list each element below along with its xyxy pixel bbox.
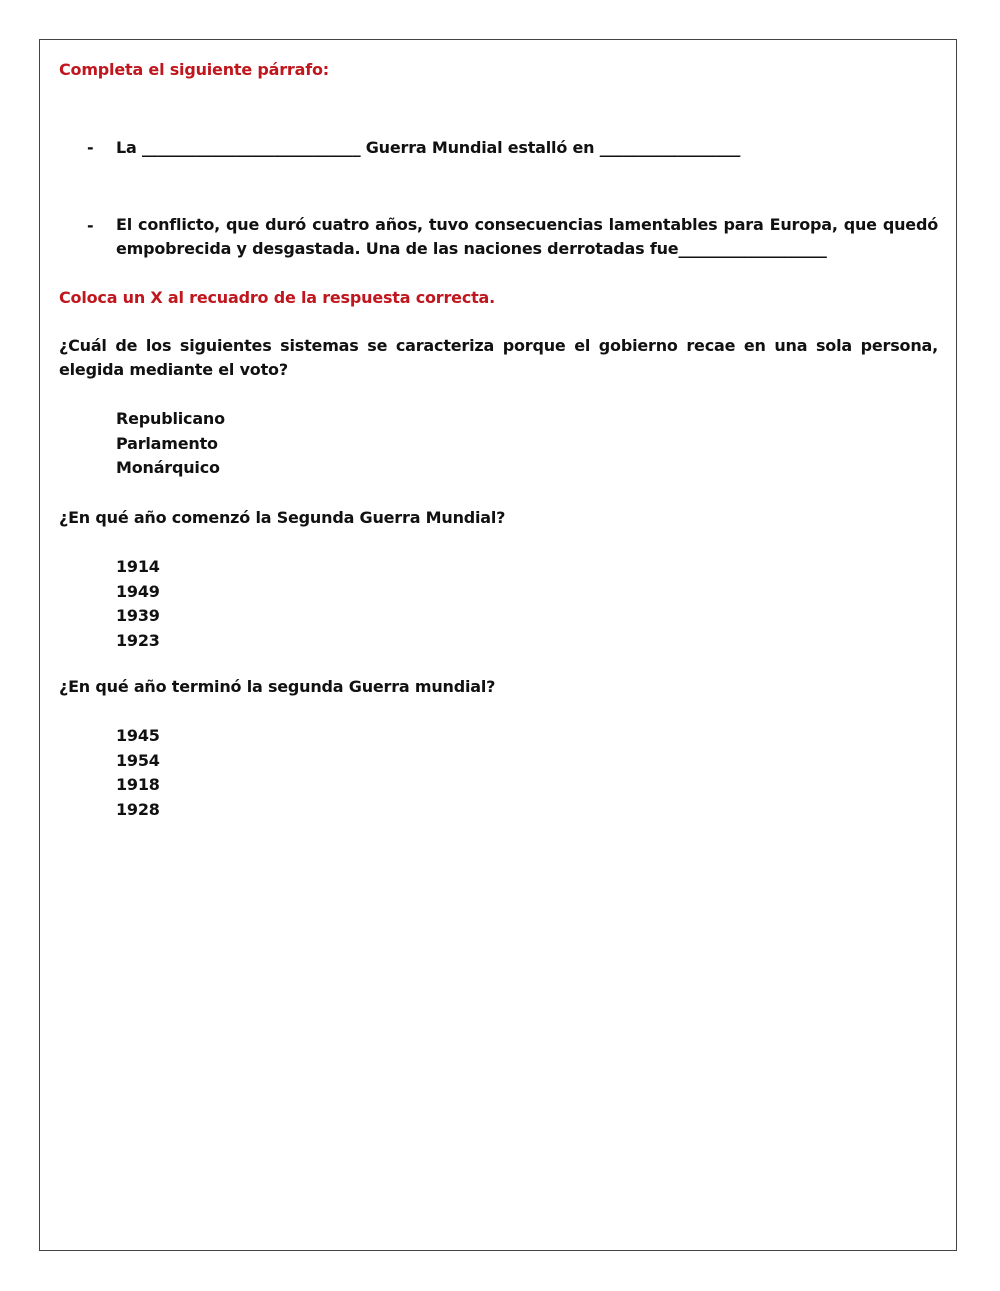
fill-in-sentence-1: La ____________________________ Guerra Mundial estalló en __________________ xyxy=(116,138,741,157)
complete-paragraph-heading: Completa el siguiente párrafo: xyxy=(59,60,329,79)
question-1-options xyxy=(116,407,225,481)
option-1945[interactable]: 1945 xyxy=(116,726,160,745)
question-1-text: ¿Cuál de los siguientes sistemas se caracteriza porque el gobierno recae en una sola persona, elegida mediante el voto? xyxy=(59,336,938,379)
option-parlamento[interactable]: Parlamento xyxy=(116,433,218,453)
question-3-options xyxy=(116,724,160,822)
fill-in-sentence-2: El conflicto, que duró cuatro años, tuvo consecuencias lamentables para Europa, que quedó empobrecida y desgastada. Una de las naciones derrotadas fue___________________ xyxy=(116,215,938,258)
option-1939[interactable]: 1939 xyxy=(116,606,160,625)
question-3-text: ¿En qué año terminó la segunda Guerra mundial? xyxy=(59,677,496,696)
question-2-options xyxy=(116,555,160,653)
option-1928[interactable]: 1928 xyxy=(116,799,160,819)
bullet-dash: - xyxy=(87,216,94,235)
option-1918[interactable]: 1918 xyxy=(116,775,160,794)
bullet-dash: - xyxy=(87,138,94,157)
option-1914[interactable]: 1914 xyxy=(116,557,160,576)
option-monarquico[interactable]: Monárquico xyxy=(116,458,220,477)
option-republicano[interactable]: Republicano xyxy=(116,409,225,428)
option-1954[interactable]: 1954 xyxy=(116,750,160,770)
option-1949[interactable]: 1949 xyxy=(116,581,160,601)
question-2-text: ¿En qué año comenzó la Segunda Guerra Mundial? xyxy=(59,508,506,527)
option-1923[interactable]: 1923 xyxy=(116,630,160,650)
mark-correct-answer-heading: Coloca un X al recuadro de la respuesta correcta. xyxy=(59,288,496,307)
